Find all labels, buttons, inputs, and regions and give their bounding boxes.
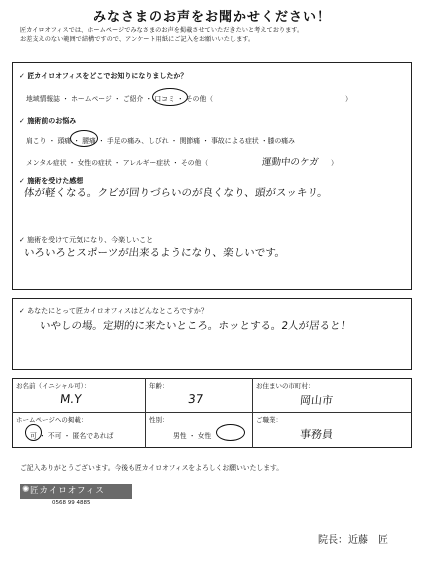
selection-circle xyxy=(152,88,188,106)
q5-heading xyxy=(19,306,208,316)
checkmark-icon: ✓ xyxy=(19,117,25,125)
hp-label: ホームページへの掲載： xyxy=(16,416,88,424)
q1-options-close: ） xyxy=(345,95,352,103)
q1-options: 地域情報誌 ・ ホームページ ・ ご紹介 ・ 口コミ ・ その他（ xyxy=(26,95,214,103)
name-label: お名前（イニシャル可）： xyxy=(16,382,91,390)
q5-answer: いやしの場。定期的に来たいところ。ホッとする。2人が居ると！ xyxy=(39,320,352,332)
sparkle-icon: ✺ xyxy=(22,485,31,495)
q4-heading-text: 施術を受けて元気になり、今楽しいこと xyxy=(27,236,154,244)
page-title: みなさまのお声をお聞かせください！ xyxy=(92,10,331,25)
checkmark-icon: ✓ xyxy=(19,72,25,80)
profile-table-divider xyxy=(252,378,253,448)
q2-row-1: 肩こり ・ 頭痛 ・ 腰痛 ・ 手足の痛み、しびれ ・ 関節痛 ・ 事故による症状 ・膝の痛み xyxy=(26,137,295,145)
name-value: M.Y xyxy=(59,392,83,406)
job-label: ご職業： xyxy=(256,416,282,424)
age-label: 年齢： xyxy=(149,382,169,390)
checkmark-icon: ✓ xyxy=(19,307,25,315)
director-signature: 院長：近藤 匠 xyxy=(318,535,388,546)
thanks-message: ご記入ありがとうございます。今後も匠カイロオフィスをよろしくお願いいたします。 xyxy=(20,464,284,472)
q3-heading-text: 施術を受けた感想 xyxy=(27,177,84,185)
q4-heading xyxy=(19,235,153,245)
checkmark-icon: ✓ xyxy=(19,177,25,185)
q1-heading xyxy=(19,71,187,81)
q2-row-2-close: ） xyxy=(331,159,338,167)
office-logo xyxy=(20,484,132,499)
q2-heading-text: 施術前のお悩み xyxy=(27,117,77,125)
city-label: お住まいの市町村： xyxy=(256,382,315,390)
intro-line-2: お差支えのない範囲で結構ですので、アンケート用紙にご記入をお願いいたします。 xyxy=(20,36,255,43)
intro-line-1: 匠カイロオフィスでは、ホームページでみなさまのお声を掲載させていただきたいと考えております。 xyxy=(20,27,304,34)
age-value: 37 xyxy=(187,392,205,406)
profile-table-divider xyxy=(145,378,146,448)
q2-other-answer: 運動中のケガ xyxy=(261,157,320,168)
q1-heading-text: 匠カイロオフィスをどこでお知りになりましたか？ xyxy=(27,72,188,80)
selection-circle xyxy=(216,424,245,441)
q2-heading xyxy=(19,116,76,126)
gender-label: 性別： xyxy=(149,416,169,424)
hp-options: 可 ・ 不可 ・ 匿名であれば xyxy=(30,432,114,440)
q3-answer: 体が軽くなる。クビが回りづらいのが良くなり、頭がスッキリ。 xyxy=(23,187,329,199)
q2-row-2: メンタル症状 ・ 女性の症状 ・ アレルギー症状 ・ その他（ xyxy=(26,159,209,167)
phone-number: 0568 99 4885 xyxy=(52,500,91,506)
city-value: 岡山市 xyxy=(299,394,334,407)
profile-table-divider xyxy=(12,412,412,413)
q5-heading-text: あなたにとって匠カイロオフィスはどんなところですか？ xyxy=(27,307,208,315)
gender-options: 男性 ・ 女性 xyxy=(173,432,212,440)
selection-circle xyxy=(25,424,42,441)
logo-text: 匠カイロオフィス xyxy=(30,486,105,496)
q4-answer: いろいろとスポーツが出来るようになり、楽しいです。 xyxy=(23,247,286,259)
job-value: 事務員 xyxy=(299,428,334,441)
checkmark-icon: ✓ xyxy=(19,236,25,244)
selection-circle xyxy=(70,130,98,147)
